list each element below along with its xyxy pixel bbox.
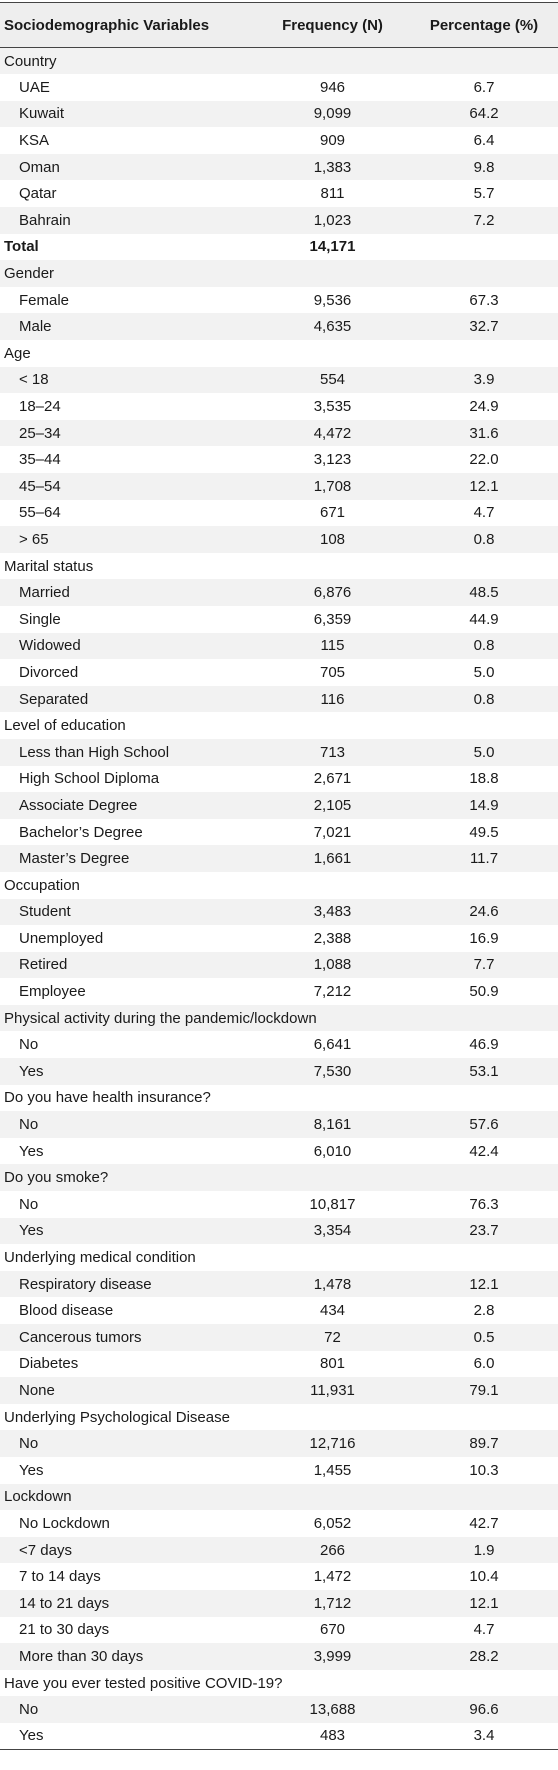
- row-label: Cancerous tumors: [19, 1328, 142, 1346]
- frequency-cell: 116: [320, 690, 345, 708]
- percentage-cell: 79.1: [469, 1381, 499, 1399]
- row-label: Separated: [19, 690, 89, 708]
- percentage-cell: 6.0: [473, 1355, 495, 1373]
- frequency-cell: 801: [319, 1355, 346, 1373]
- percentage-cell: 0.8: [473, 530, 495, 548]
- row-label: Yes: [19, 1142, 44, 1160]
- percentage-cell: 2.8: [473, 1302, 495, 1320]
- row-label: 35–44: [19, 451, 61, 469]
- row-label: < 18: [19, 371, 49, 389]
- frequency-cell: 11,931: [310, 1381, 355, 1399]
- row-label: Kuwait: [19, 105, 65, 123]
- section-row: [0, 1005, 558, 1032]
- table-row: [0, 180, 558, 207]
- percentage-cell: 23.7: [469, 1222, 499, 1240]
- row-label: Male: [19, 318, 52, 336]
- frequency-cell: 1,023: [313, 211, 352, 229]
- frequency-cell: 14,171: [309, 238, 356, 256]
- total-row: [0, 234, 558, 261]
- percentage-cell: 10.4: [469, 1568, 499, 1586]
- row-label: 55–64: [19, 504, 61, 522]
- frequency-cell: 483: [319, 1727, 346, 1745]
- row-label: 14 to 21 days: [19, 1594, 110, 1612]
- row-label: Yes: [19, 1727, 44, 1745]
- percentage-cell: 11.7: [469, 850, 499, 868]
- row-label: KSA: [19, 132, 50, 150]
- table-row: [0, 446, 558, 473]
- table-row: [0, 1563, 558, 1590]
- section-row: [0, 340, 558, 367]
- row-label: Oman: [19, 158, 60, 176]
- row-label: 21 to 30 days: [19, 1621, 110, 1639]
- percentage-cell: [410, 1085, 558, 1112]
- table-row: [0, 526, 558, 553]
- row-label: Female: [19, 291, 70, 309]
- row-label: Respiratory disease: [19, 1275, 152, 1293]
- table-row: [0, 1723, 558, 1750]
- percentage-cell: [410, 553, 558, 580]
- table-row: [0, 1111, 558, 1138]
- table-row: [0, 1297, 558, 1324]
- table-row: [0, 819, 558, 846]
- percentage-cell: 53.1: [469, 1062, 499, 1080]
- table-row: [0, 1643, 558, 1670]
- percentage-cell: 57.6: [469, 1116, 499, 1134]
- section-row: [0, 1085, 558, 1112]
- table-row: [0, 393, 558, 420]
- table-row: [0, 1324, 558, 1351]
- percentage-cell: 0.5: [473, 1328, 495, 1346]
- row-label: No: [19, 1701, 39, 1719]
- percentage-cell: [410, 1484, 558, 1511]
- percentage-cell: 5.0: [473, 663, 495, 681]
- section-label: Occupation: [4, 876, 80, 894]
- row-label: 7 to 14 days: [19, 1568, 101, 1586]
- frequency-cell: 6,876: [313, 584, 352, 602]
- percentage-cell: 10.3: [469, 1461, 499, 1479]
- table-header: [0, 3, 558, 48]
- section-label: Marital status: [4, 557, 94, 575]
- row-label: No: [19, 1435, 39, 1453]
- percentage-cell: 7.7: [473, 956, 495, 974]
- frequency-cell: 3,123: [313, 451, 352, 469]
- table-row: [0, 1031, 558, 1058]
- percentage-cell: 46.9: [469, 1036, 499, 1054]
- table-row: [0, 287, 558, 314]
- percentage-cell: [410, 1164, 558, 1191]
- frequency-cell: 1,383: [313, 158, 352, 176]
- table-row: [0, 473, 558, 500]
- frequency-cell: 9,536: [313, 291, 352, 309]
- table-row: [0, 899, 558, 926]
- percentage-cell: 67.3: [469, 291, 499, 309]
- table-row: [0, 1510, 558, 1537]
- percentage-cell: 22.0: [469, 451, 499, 469]
- percentage-cell: 44.9: [469, 610, 499, 628]
- percentage-cell: 6.7: [473, 78, 495, 96]
- row-label: Student: [19, 903, 71, 921]
- table-row: [0, 633, 558, 660]
- table-row: [0, 739, 558, 766]
- frequency-cell: 7,021: [313, 823, 352, 841]
- table-row: [0, 207, 558, 234]
- frequency-cell: 2,105: [313, 796, 352, 814]
- percentage-cell: 1.9: [473, 1541, 495, 1559]
- table-row: [0, 1191, 558, 1218]
- row-label: Single: [19, 610, 61, 628]
- table-row: [0, 952, 558, 979]
- row-label: Blood disease: [19, 1302, 114, 1320]
- frequency-cell: 12,716: [309, 1435, 356, 1453]
- percentage-cell: 89.7: [469, 1435, 499, 1453]
- percentage-cell: 3.4: [473, 1727, 495, 1745]
- percentage-cell: 48.5: [469, 584, 499, 602]
- frequency-cell: 1,455: [313, 1461, 352, 1479]
- percentage-cell: [410, 872, 558, 899]
- percentage-cell: [410, 1404, 558, 1431]
- row-label: Yes: [19, 1461, 44, 1479]
- row-label: Widowed: [19, 637, 81, 655]
- table-row: [0, 1430, 558, 1457]
- section-row: [0, 712, 558, 739]
- frequency-cell: 1,708: [313, 477, 352, 495]
- frequency-cell: [255, 340, 410, 367]
- frequency-cell: 811: [320, 185, 345, 203]
- frequency-cell: 6,359: [313, 610, 352, 628]
- percentage-cell: 14.9: [469, 796, 499, 814]
- row-label: Total: [4, 238, 39, 256]
- section-label: Age: [4, 344, 31, 362]
- percentage-cell: 5.7: [473, 185, 495, 203]
- frequency-cell: [255, 1085, 410, 1112]
- table-row: [0, 766, 558, 793]
- percentage-cell: 6.4: [473, 132, 495, 150]
- frequency-cell: 434: [319, 1302, 346, 1320]
- header-row: [0, 3, 558, 48]
- sociodemographic-table: [0, 2, 558, 1750]
- section-row: [0, 1670, 558, 1697]
- frequency-cell: 4,635: [313, 318, 352, 336]
- section-label: Country: [4, 52, 57, 70]
- table-body: [0, 48, 558, 1750]
- table-row: [0, 1590, 558, 1617]
- table-row: [0, 686, 558, 713]
- frequency-cell: 1,088: [313, 956, 352, 974]
- row-label: Retired: [19, 956, 68, 974]
- section-label: Do you smoke?: [4, 1169, 109, 1187]
- frequency-cell: 7,530: [313, 1062, 352, 1080]
- percentage-cell: 64.2: [469, 105, 499, 123]
- frequency-cell: 2,388: [313, 929, 352, 947]
- percentage-cell: 0.8: [473, 690, 495, 708]
- header-frequency: Frequency (N): [255, 3, 410, 48]
- table-row: [0, 606, 558, 633]
- frequency-cell: 705: [319, 663, 346, 681]
- percentage-cell: [410, 260, 558, 287]
- frequency-cell: 115: [320, 637, 345, 655]
- percentage-cell: 9.8: [473, 158, 495, 176]
- percentage-cell: [410, 1244, 558, 1271]
- frequency-cell: [255, 48, 410, 75]
- row-label: Associate Degree: [19, 796, 138, 814]
- table-row: [0, 1218, 558, 1245]
- table-row: [0, 1537, 558, 1564]
- frequency-cell: 7,212: [313, 983, 352, 1001]
- row-label: Unemployed: [19, 929, 104, 947]
- section-row: [0, 1404, 558, 1431]
- frequency-cell: 10,817: [309, 1195, 356, 1213]
- percentage-cell: 76.3: [469, 1195, 499, 1213]
- percentage-cell: [410, 234, 558, 261]
- section-label: Have you ever tested positive COVID-19?: [4, 1674, 283, 1692]
- percentage-cell: 0.8: [473, 637, 495, 655]
- table-row: [0, 659, 558, 686]
- header-variables: Sociodemographic Variables: [0, 3, 255, 48]
- section-row: [0, 872, 558, 899]
- percentage-cell: 12.1: [469, 1594, 499, 1612]
- section-label: Lockdown: [4, 1488, 72, 1506]
- frequency-cell: 266: [319, 1541, 346, 1559]
- percentage-cell: [410, 1670, 558, 1697]
- row-label: No: [19, 1036, 39, 1054]
- section-label: Level of education: [4, 717, 126, 735]
- section-row: [0, 553, 558, 580]
- table-row: [0, 1138, 558, 1165]
- table-row: [0, 978, 558, 1005]
- row-label: <7 days: [19, 1541, 72, 1559]
- row-label: 45–54: [19, 477, 61, 495]
- frequency-cell: 6,010: [313, 1142, 352, 1160]
- frequency-cell: 1,712: [313, 1594, 352, 1612]
- frequency-cell: 1,472: [313, 1568, 352, 1586]
- row-label: Qatar: [19, 185, 57, 203]
- percentage-cell: 16.9: [469, 929, 499, 947]
- frequency-cell: [255, 1164, 410, 1191]
- table-row: [0, 1351, 558, 1378]
- section-label: Underlying medical condition: [4, 1249, 196, 1267]
- frequency-cell: 909: [319, 132, 346, 150]
- percentage-cell: 7.2: [473, 211, 495, 229]
- table-row: [0, 1617, 558, 1644]
- frequency-cell: [255, 1484, 410, 1511]
- row-label: Bachelor’s Degree: [19, 823, 143, 841]
- row-label: None: [19, 1381, 55, 1399]
- percentage-cell: 42.7: [469, 1514, 499, 1532]
- section-label: Gender: [4, 265, 55, 283]
- table-row: [0, 1457, 558, 1484]
- frequency-cell: 9,099: [313, 105, 352, 123]
- row-label: Employee: [19, 983, 86, 1001]
- table-row: [0, 845, 558, 872]
- table-row: [0, 127, 558, 154]
- table-row: [0, 420, 558, 447]
- section-label: Physical activity during the pandemic/lockdown: [4, 1009, 317, 1027]
- frequency-cell: 3,354: [313, 1222, 352, 1240]
- section-row: [0, 1164, 558, 1191]
- frequency-cell: 3,535: [313, 398, 352, 416]
- frequency-cell: [255, 1404, 410, 1431]
- row-label: Bahrain: [19, 211, 71, 229]
- row-label: No Lockdown: [19, 1514, 110, 1532]
- frequency-cell: 1,478: [313, 1275, 352, 1293]
- percentage-cell: 18.8: [469, 770, 499, 788]
- row-label: No: [19, 1195, 39, 1213]
- percentage-cell: [410, 712, 558, 739]
- frequency-cell: 72: [324, 1328, 341, 1346]
- row-label: Master’s Degree: [19, 850, 130, 868]
- percentage-cell: [410, 48, 558, 75]
- row-label: UAE: [19, 78, 50, 96]
- table-row: [0, 925, 558, 952]
- row-label: Divorced: [19, 663, 79, 681]
- table-row: [0, 579, 558, 606]
- section-label: Underlying Psychological Disease: [4, 1408, 230, 1426]
- header-percentage: Percentage (%): [410, 3, 558, 48]
- percentage-cell: 32.7: [469, 318, 499, 336]
- row-label: > 65: [19, 530, 49, 548]
- percentage-cell: 4.7: [473, 1621, 495, 1639]
- frequency-cell: [255, 260, 410, 287]
- frequency-cell: 8,161: [313, 1116, 352, 1134]
- frequency-cell: 4,472: [313, 424, 352, 442]
- percentage-cell: 42.4: [469, 1142, 499, 1160]
- frequency-cell: 1,661: [313, 850, 352, 868]
- table-row: [0, 500, 558, 527]
- frequency-cell: 13,688: [309, 1701, 356, 1719]
- table-row: [0, 1058, 558, 1085]
- frequency-cell: [255, 1244, 410, 1271]
- frequency-cell: 3,483: [313, 903, 352, 921]
- table-row: [0, 154, 558, 181]
- section-row: [0, 48, 558, 75]
- frequency-cell: [255, 872, 410, 899]
- frequency-cell: 6,052: [313, 1514, 352, 1532]
- percentage-cell: 31.6: [469, 424, 499, 442]
- row-label: 25–34: [19, 424, 61, 442]
- percentage-cell: [410, 340, 558, 367]
- row-label: Yes: [19, 1222, 44, 1240]
- percentage-cell: 49.5: [469, 823, 499, 841]
- percentage-cell: 28.2: [469, 1647, 499, 1665]
- section-row: [0, 1484, 558, 1511]
- percentage-cell: 12.1: [469, 477, 499, 495]
- percentage-cell: 50.9: [469, 983, 499, 1001]
- section-row: [0, 1244, 558, 1271]
- table-row: [0, 367, 558, 394]
- percentage-cell: 3.9: [473, 371, 495, 389]
- row-label: More than 30 days: [19, 1647, 144, 1665]
- table-row: [0, 313, 558, 340]
- percentage-cell: 24.9: [469, 398, 499, 416]
- row-label: 18–24: [19, 398, 61, 416]
- row-label: High School Diploma: [19, 770, 160, 788]
- table-row: [0, 792, 558, 819]
- row-label: No: [19, 1116, 39, 1134]
- row-label: Diabetes: [19, 1355, 79, 1373]
- row-label: Yes: [19, 1062, 44, 1080]
- section-label: Do you have health insurance?: [4, 1089, 211, 1107]
- percentage-cell: 4.7: [473, 504, 495, 522]
- frequency-cell: 670: [319, 1621, 346, 1639]
- frequency-cell: 108: [319, 530, 346, 548]
- section-row: [0, 260, 558, 287]
- row-label: Less than High School: [19, 743, 170, 761]
- frequency-cell: 671: [319, 504, 346, 522]
- frequency-cell: 946: [319, 78, 346, 96]
- percentage-cell: 5.0: [473, 743, 495, 761]
- table-row: [0, 1696, 558, 1723]
- row-label: Married: [19, 584, 70, 602]
- percentage-cell: 24.6: [469, 903, 499, 921]
- table-row: [0, 1271, 558, 1298]
- percentage-cell: [410, 1005, 558, 1032]
- percentage-cell: 96.6: [469, 1701, 499, 1719]
- table-row: [0, 1377, 558, 1404]
- table-row: [0, 74, 558, 101]
- frequency-cell: 713: [319, 743, 346, 761]
- table-row: [0, 101, 558, 128]
- percentage-cell: 12.1: [469, 1275, 499, 1293]
- frequency-cell: 554: [319, 371, 346, 389]
- frequency-cell: 3,999: [313, 1647, 352, 1665]
- frequency-cell: 6,641: [313, 1036, 352, 1054]
- frequency-cell: [255, 712, 410, 739]
- frequency-cell: 2,671: [313, 770, 352, 788]
- frequency-cell: [255, 553, 410, 580]
